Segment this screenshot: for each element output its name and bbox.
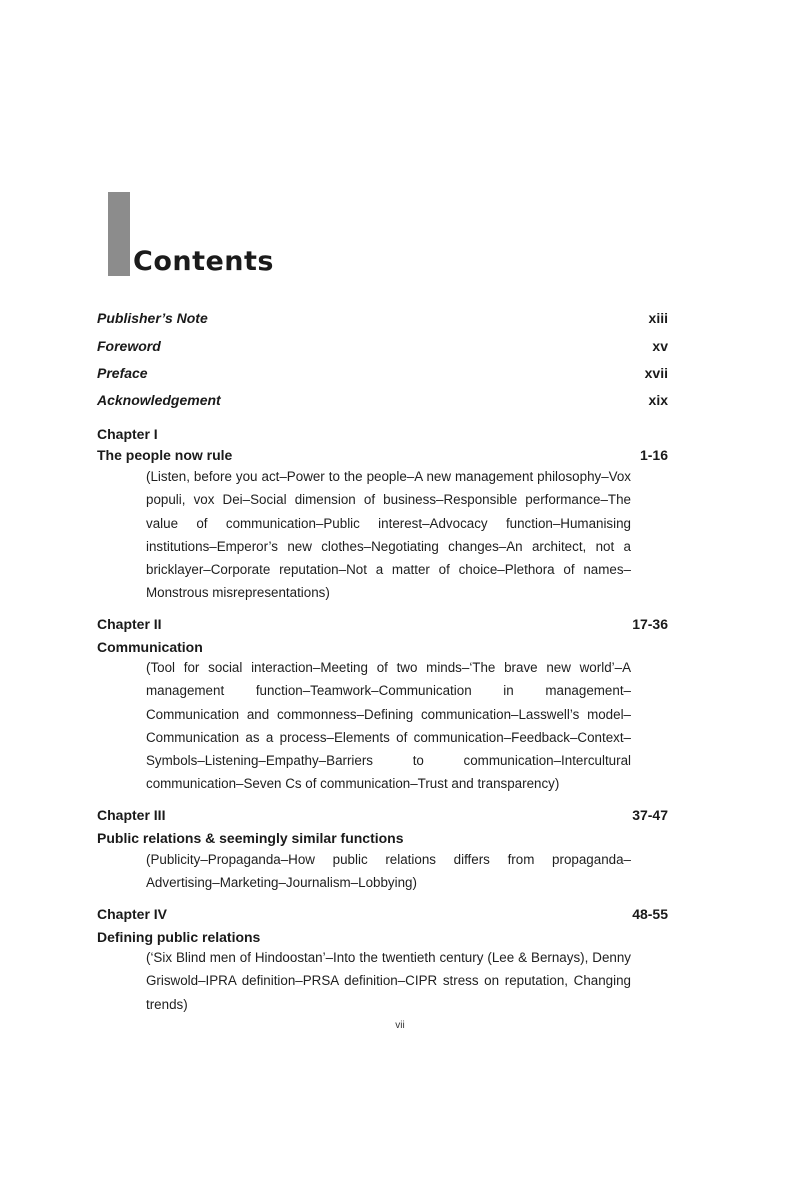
toc-entry-label: Preface — [97, 365, 148, 381]
chapter-title: Public relations & seemingly similar functions — [97, 830, 404, 846]
chapter-number-label: Chapter III — [97, 807, 166, 823]
chapter-summary: (Tool for social interaction–Meeting of two minds–‘The brave new world’–A management function–Teamwork–Communication in management–Communication and commonness–Defining communication–Lasswell’s model–Communication as a process–Elements of communication–Feedback–Context–Symbols–Listening–Empathy–Barriers to communication–Intercultural communication–Seven Cs of communication–Trust and transparency) — [146, 660, 631, 792]
chapter-title: The people now rule — [97, 447, 233, 463]
chapter-number-label: Chapter II — [97, 616, 162, 632]
chapter-summary: (‘Six Blind men of Hindoostan’–Into the twentieth century (Lee & Bernays), Denny Griswold–IPRA definition–PRSA definition–CIPR stress on reputation, Changing trends) — [146, 950, 631, 1012]
chapter-summary: (Publicity–Propaganda–How public relations differs from propaganda–Advertising–Marketing–Journalism–Lobbying) — [146, 852, 631, 891]
toc-entry-page: xvii — [644, 365, 668, 381]
chapter-title: Defining public relations — [97, 929, 261, 945]
chapter-pages: 17-36 — [632, 616, 668, 632]
toc-entry-label: Publisher’s Note — [97, 310, 208, 326]
chapter-pages: 1-16 — [639, 447, 668, 463]
page-number: vii — [395, 1020, 405, 1031]
chapter-number-label: Chapter I — [97, 426, 158, 442]
toc-entry-label: Foreword — [97, 338, 161, 354]
toc-entry-page: xv — [652, 338, 668, 354]
chapter-pages: 48-55 — [632, 906, 668, 922]
contents-heading: Contents — [133, 246, 275, 277]
toc-entry-page: xiii — [648, 310, 668, 326]
chapter-number-label: Chapter IV — [97, 906, 168, 922]
heading-accent-bar — [108, 192, 130, 276]
chapter-summary: (Listen, before you act–Power to the people–A new management philosophy–Vox populi, vox Dei–Social dimension of business–Responsible performance–The value of communication–Public interest–Advocacy function–Humanising institutions–Emperor’s new clothes–Negotiating changes–An architect, not a bricklayer–Corporate reputation–Not a matter of choice–Plethora of names–Monstrous misrepresentations) — [146, 469, 631, 601]
toc-entry-page: xix — [648, 392, 668, 408]
toc-entry-label: Acknowledgement — [97, 392, 221, 408]
chapter-pages: 37-47 — [632, 807, 668, 823]
chapter-title: Communication — [97, 639, 203, 655]
